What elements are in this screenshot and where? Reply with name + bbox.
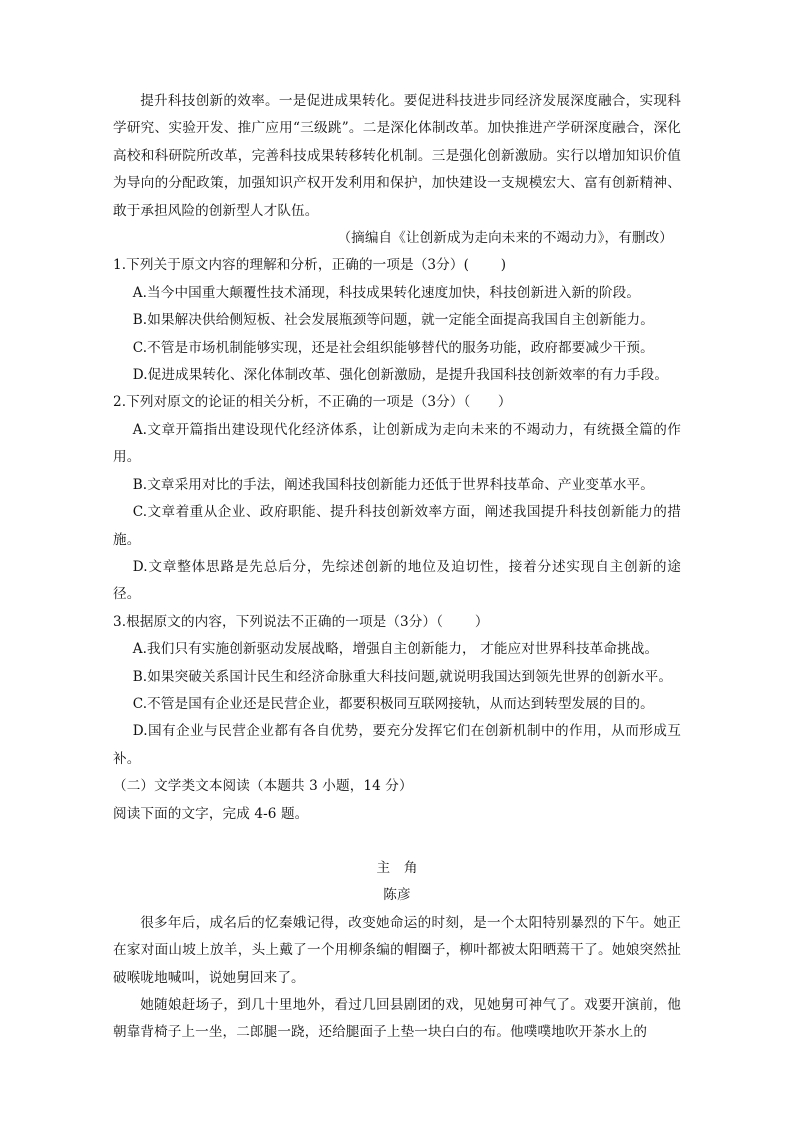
question-stem: 3.根据原文的内容，下列说法不正确的一项是（3分）（ ） <box>113 613 489 630</box>
question-stem: 2.下列对原文的论证的相关分析，不正确的一项是（3分）（ ） <box>113 394 512 411</box>
option-c: C.不管是国有企业还是民营企业，都要积极同互联网接轨，从而达到转型发展的目的。 <box>132 695 654 712</box>
passage-source: （摘编自《让创新成为走向未来的不竭动力》，有删改） <box>337 230 673 247</box>
story-title: 主 角 <box>376 859 418 876</box>
option-b: B.文章采用对比的手法，阐述我国科技创新能力还低于世界科技革命、产业变革水平。 <box>132 476 654 493</box>
option-d: D.国有企业与民营企业都有各自优势，要充分发挥它们在创新机制中的作用，从而形成互补。 <box>113 723 681 767</box>
option-b: B.如果突破关系国计民生和经济命脉重大科技问题,就说明我国达到领先世界的创新水平。 <box>132 668 673 685</box>
option-c: C.文章着重从企业、政府职能、提升科技创新效率方面，阐述我国提升科技创新能力的措施。 <box>113 504 681 548</box>
passage-paragraph: 提升科技创新的效率。一是促进成果转化。要促进科技进步同经济发展深度融合，实现科学研究、实验开发、推广应用“三级跳”。二是深化体制改革。加快推进产学研深度融合，深化高校和科研院所改革，完善科技成果转移转化机制。三是强化创新激励。实行以增加知识价值为导向的分配政策，加强知识产权开发利用和保护，加快建设一支规模宏大、富有创新精神、敢于承担风险的创新型人才队伍。 <box>113 93 681 219</box>
story-paragraph: 她随娘赶场子，到几十里地外，看过几回县剧团的戏，见她舅可神气了。戏要开演前，他朝靠背椅子上一坐，二郎腿一跷，还给腿面子上垫一块白白的布。他噗噗地吹开茶水上的 <box>113 997 681 1041</box>
option-c: C.不管是市场机制能够实现，还是社会组织能够替代的服务功能，政府都要减少干预。 <box>132 339 654 356</box>
section-instruction: 阅读下面的文字，完成 4-6 题。 <box>113 805 309 822</box>
option-d: D.促进成果转化、深化体制改革、强化创新激励，是提升我国科技创新效率的有力手段。 <box>132 367 669 384</box>
story-paragraph: 很多年后，成名后的忆秦娥记得，改变她命运的时刻，是一个太阳特别暴烈的下午。她正在家对面山坡上放羊，头上戴了一个用柳条编的帽圈子，柳叶都被太阳晒蔫干了。她娘突然扯破喉咙地喊叫，说她舅回来了。 <box>113 914 681 986</box>
option-b: B.如果解决供给侧短板、社会发展瓶颈等问题，就一定能全面提高我国自主创新能力。 <box>132 312 654 329</box>
section-heading: （二）文学类文本阅读（本题共 3 小题，14 分） <box>113 778 413 795</box>
document-page <box>113 88 681 1047</box>
question-1 <box>113 252 681 389</box>
option-d: D.文章整体思路是先总后分，先综述创新的地位及迫切性，接着分述实现自主创新的途径。 <box>113 558 681 603</box>
question-3 <box>113 609 681 773</box>
question-stem: 1.下列关于原文内容的理解和分析，正确的一项是（3分）( ) <box>113 257 507 274</box>
question-2 <box>113 389 681 608</box>
option-a: A.我们只有实施创新驱动发展战略，增强自主创新能力， 才能应对世界科技革命挑战。 <box>132 641 659 658</box>
story-author: 陈彦 <box>383 887 411 904</box>
option-a: A.当今中国重大颠覆性技术涌现，科技成果转化速度加快，科技创新进入新的阶段。 <box>132 284 641 301</box>
spacer <box>113 828 681 855</box>
option-a: A.文章开篇指出建设现代化经济体系，让创新成为走向未来的不竭动力，有统摄全篇的作用。 <box>113 421 681 466</box>
